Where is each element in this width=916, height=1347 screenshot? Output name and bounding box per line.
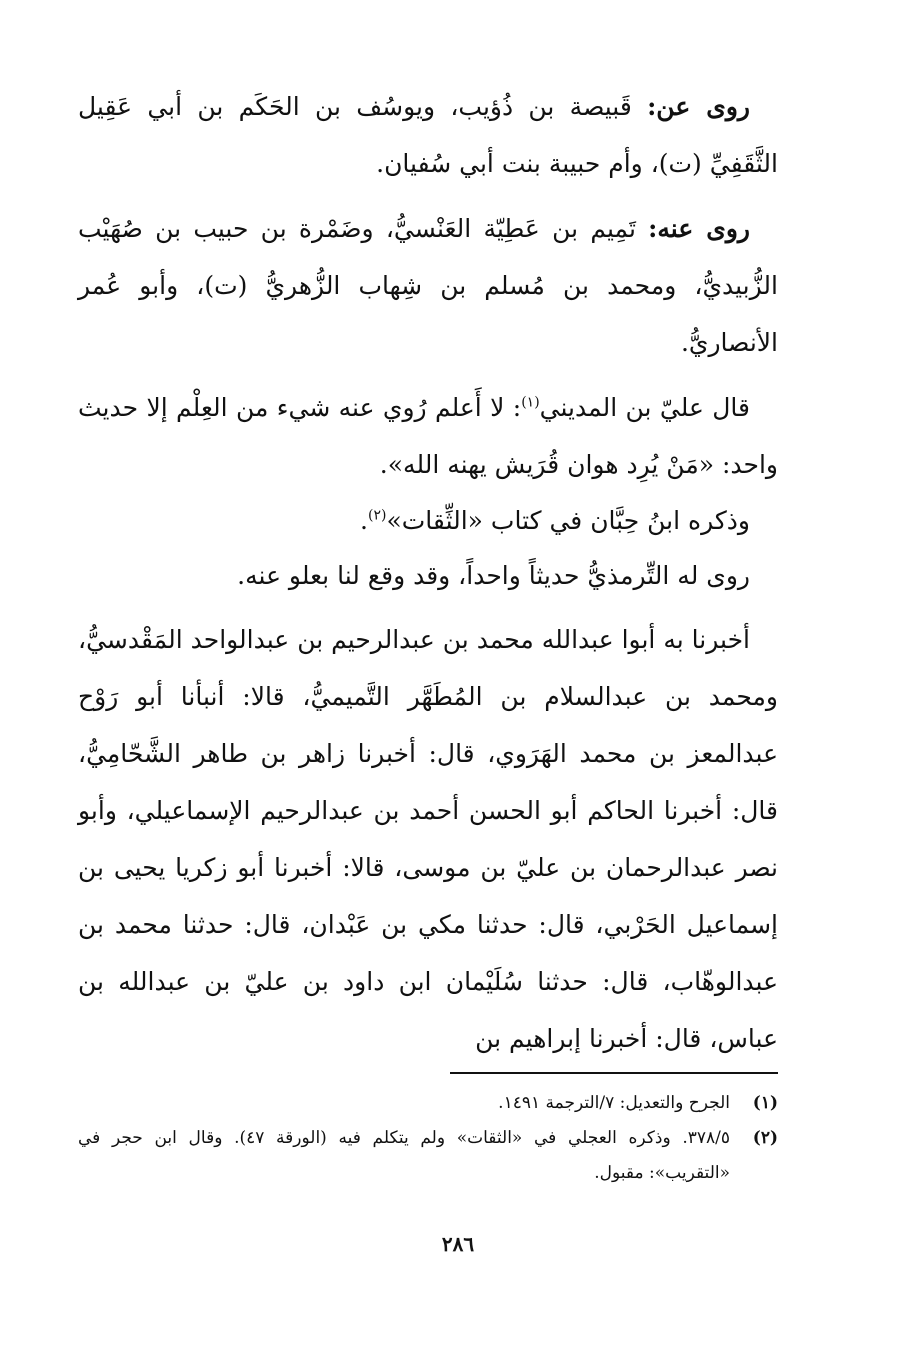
paragraph-ibn-al-madini [78, 379, 778, 493]
narrated-by-text: تَمِيم بن عَطِيّة العَنْسيُّ، وضَمْرة بن حبيب بن صُهَيْب الزُّبيديُّ، ومحمد بن مُسلم بن شِهاب الزُّهريُّ (ت)، وأبو عُمر الأنصاريُّ. [78, 214, 778, 357]
ibn-al-madini-text-end: : لا أَعلم رُوي عنه شيء من العِلْم إلا حديث واحد: «مَنْ يُرِد هوان قُرَيش يهنه الله». [78, 393, 778, 479]
footnote-text: ٣٧٨/٥. وذكره العجلي في «الثقات» ولم يتكلم فيه (الورقة ٤٧). وقال ابن حجر في «التقريب»: مقبول. [78, 1128, 730, 1183]
ibn-al-madini-text-start: قال عليّ بن المديني [539, 393, 751, 422]
paragraph-isnad-chain [78, 611, 778, 1067]
paragraph-ibn-hibban [78, 493, 778, 548]
ibn-hibban-text-end: . [360, 506, 368, 535]
ibn-hibban-text: وذكره ابنُ حِبَّان في كتاب «الثِّقات» [386, 506, 750, 535]
footnote-1 [78, 1086, 778, 1121]
narrated-from-text: قَبيصة بن ذُؤيب، ويوسُف بن الحَكَم بن أبي عَقِيل الثَّقَفِيِّ (ت)، وأم حبيبة بنت أبي سُفيان. [78, 92, 778, 178]
page-number: ٢٨٦ [441, 1232, 475, 1256]
label-narrated-from: روى عن: [647, 92, 751, 121]
footnote-separator [450, 1072, 778, 1074]
footnote-ref-2: (٢) [368, 507, 387, 524]
tirmidhi-text: روى له التِّرمذيُّ حديثاً واحداً، وقد وقع لنا بعلو عنه. [237, 561, 750, 590]
main-text [78, 78, 778, 1067]
paragraph-narrated-from [78, 78, 778, 192]
footnote-number: (١) [752, 1093, 778, 1113]
label-narrated-by: روى عنه: [648, 214, 750, 243]
footnote-2 [78, 1121, 778, 1191]
paragraph-tirmidhi [78, 548, 778, 603]
footnotes [78, 1086, 778, 1191]
paragraph-narrated-by [78, 200, 778, 371]
footnote-text: الجرح والتعديل: ٧/الترجمة ١٤٩١. [498, 1093, 730, 1113]
footnote-number: (٢) [752, 1128, 778, 1148]
footnote-ref-1: (١) [521, 394, 540, 411]
isnad-chain-text: أخبرنا به أبوا عبدالله محمد بن عبدالرحيم بن عبدالواحد المَقْدسيُّ، ومحمد بن عبدالسلام بن المُطَهَّر التَّميميُّ، قالا: أنبأنا أبو رَوْح عبدالمعز بن محمد الهَرَوي، قال: أخبرنا زاهر بن طاهر الشَّحّامِيُّ، قال: أخبرنا الحاكم أبو الحسن أحمد بن عبدالرحيم الإسماعيلي، وأبو نصر عبدالرحمان بن عليّ بن موسى، قالا: أخبرنا أبو زكريا يحيى بن إسماعيل الحَرْبي، قال: حدثنا مكي بن عَبْدان، قال: حدثنا محمد بن عبدالوهّاب، قال: حدثنا سُلَيْمان ابن داود بن عليّ بن عبدالله بن عباس، قال: أخبرنا إبراهيم بن [78, 625, 778, 1053]
